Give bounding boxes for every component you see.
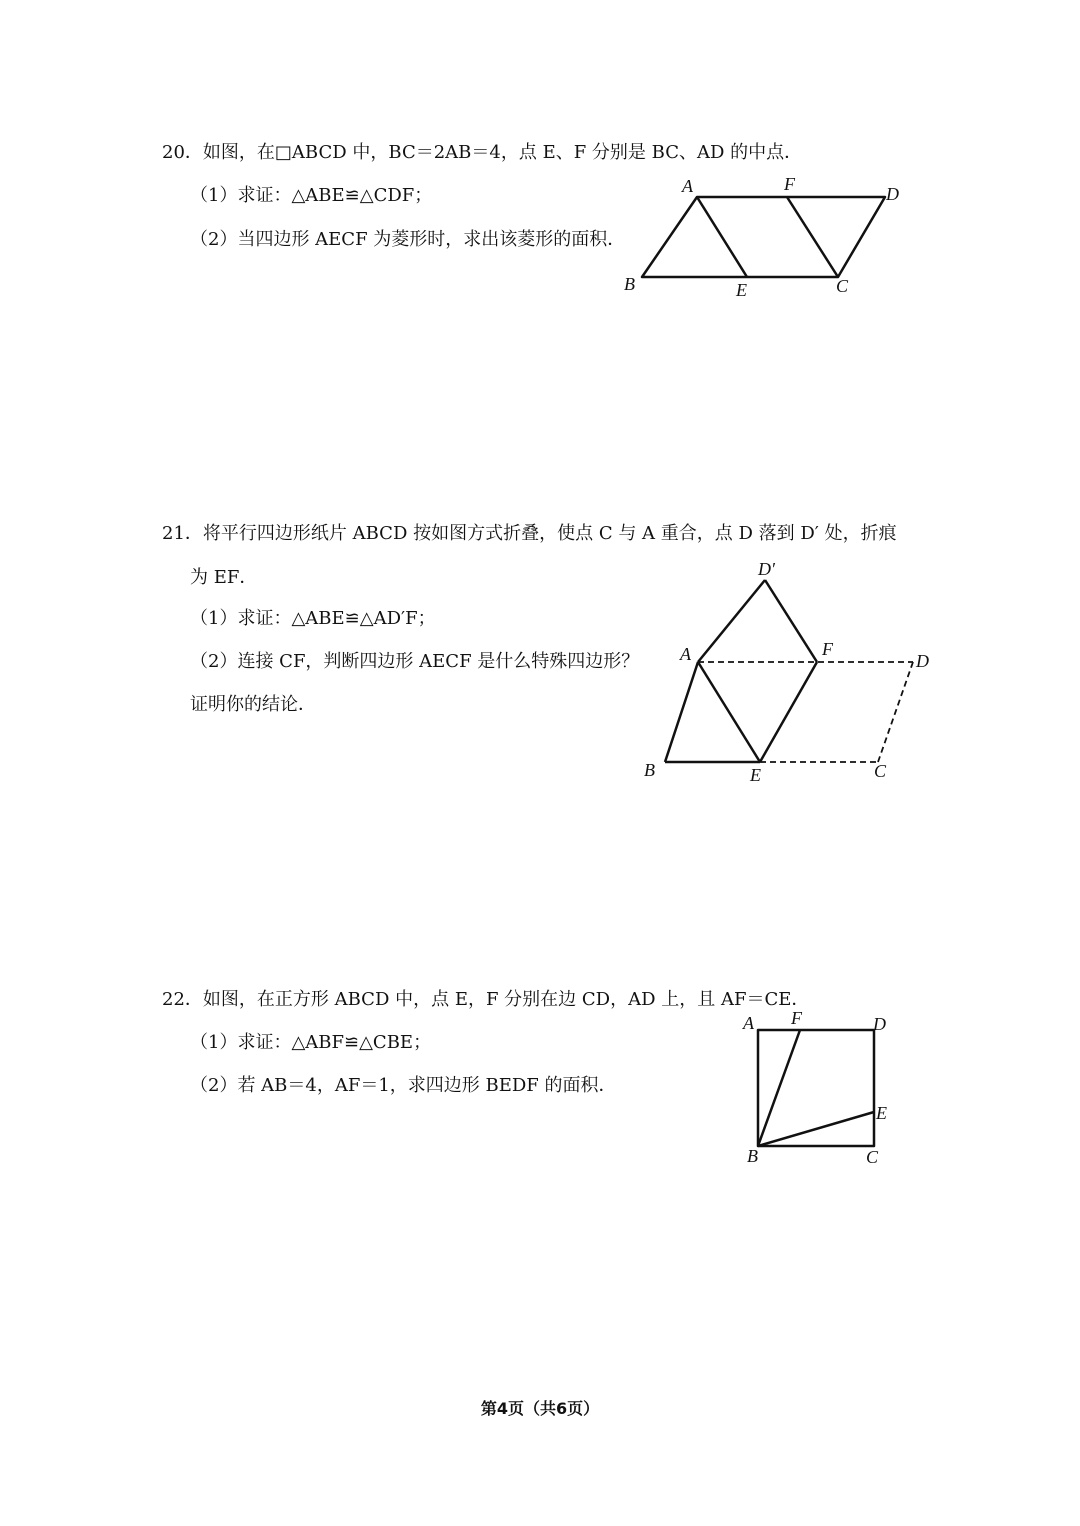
segment-fc xyxy=(787,197,838,277)
label-f: F xyxy=(822,639,833,659)
label-e: E xyxy=(750,765,761,785)
label-d-prime: D′ xyxy=(758,559,775,579)
q20-part2: （2）当四边形 AECF 为菱形时，求出该菱形的面积． xyxy=(190,229,626,250)
segment-ae xyxy=(697,197,747,277)
label-e: E xyxy=(736,280,747,300)
q21-part1: （1）求证：△ABE≌△AD′F； xyxy=(190,608,436,629)
q22-stem: 22．如图，在正方形 ABCD 中，点 E，F 分别在边 CD，AD 上，且 AF＝CE． xyxy=(162,989,810,1010)
label-b: B xyxy=(747,1146,758,1166)
parallelogram-abcd xyxy=(642,197,885,277)
label-c: C xyxy=(866,1147,879,1167)
label-c: C xyxy=(836,276,849,296)
segment-ab xyxy=(665,662,698,762)
q22-figure xyxy=(735,1005,905,1175)
label-f: F xyxy=(784,174,795,194)
segment-ae xyxy=(698,662,760,762)
label-b: B xyxy=(624,274,635,294)
q21-stem-line1: 21．将平行四边形纸片 ABCD 按如图方式折叠，使点 C 与 A 重合，点 D 落到 D′ 处，折痕 xyxy=(162,523,897,544)
segment-ad-prime xyxy=(698,580,765,662)
q21-part2-cont: 证明你的结论． xyxy=(190,694,316,715)
q20-part1: （1）求证：△ABE≌△CDF； xyxy=(190,185,433,206)
segment-be xyxy=(758,1112,874,1146)
dashed-dc xyxy=(878,662,913,762)
label-a: A xyxy=(680,644,691,664)
label-c: C xyxy=(874,761,887,781)
label-a: A xyxy=(743,1013,754,1033)
q21-stem-line2: 为 EF． xyxy=(190,567,258,588)
segment-d-prime-f xyxy=(765,580,817,662)
q20-stem: 20．如图，在□ABCD 中，BC＝2AB＝4，点 E、F 分别是 BC、AD 的中点． xyxy=(162,142,803,163)
segment-bf xyxy=(758,1030,800,1146)
label-e: E xyxy=(876,1103,887,1123)
label-f: F xyxy=(791,1008,802,1028)
label-d: D xyxy=(916,651,929,671)
q21-figure xyxy=(630,555,940,795)
label-a: A xyxy=(682,176,693,196)
label-b: B xyxy=(644,760,655,780)
q22-part2: （2）若 AB＝4，AF＝1，求四边形 BEDF 的面积． xyxy=(190,1075,617,1096)
q20-figure xyxy=(600,170,920,310)
label-d: D xyxy=(873,1014,886,1034)
segment-ef xyxy=(760,662,817,762)
label-d: D xyxy=(886,184,899,204)
q21-part2: （2）连接 CF，判断四边形 AECF 是什么特殊四边形？ xyxy=(190,651,640,672)
page-number-footer: 第4页（共6页） xyxy=(480,1399,600,1418)
q22-part1: （1）求证：△ABF≌△CBE； xyxy=(190,1032,432,1053)
